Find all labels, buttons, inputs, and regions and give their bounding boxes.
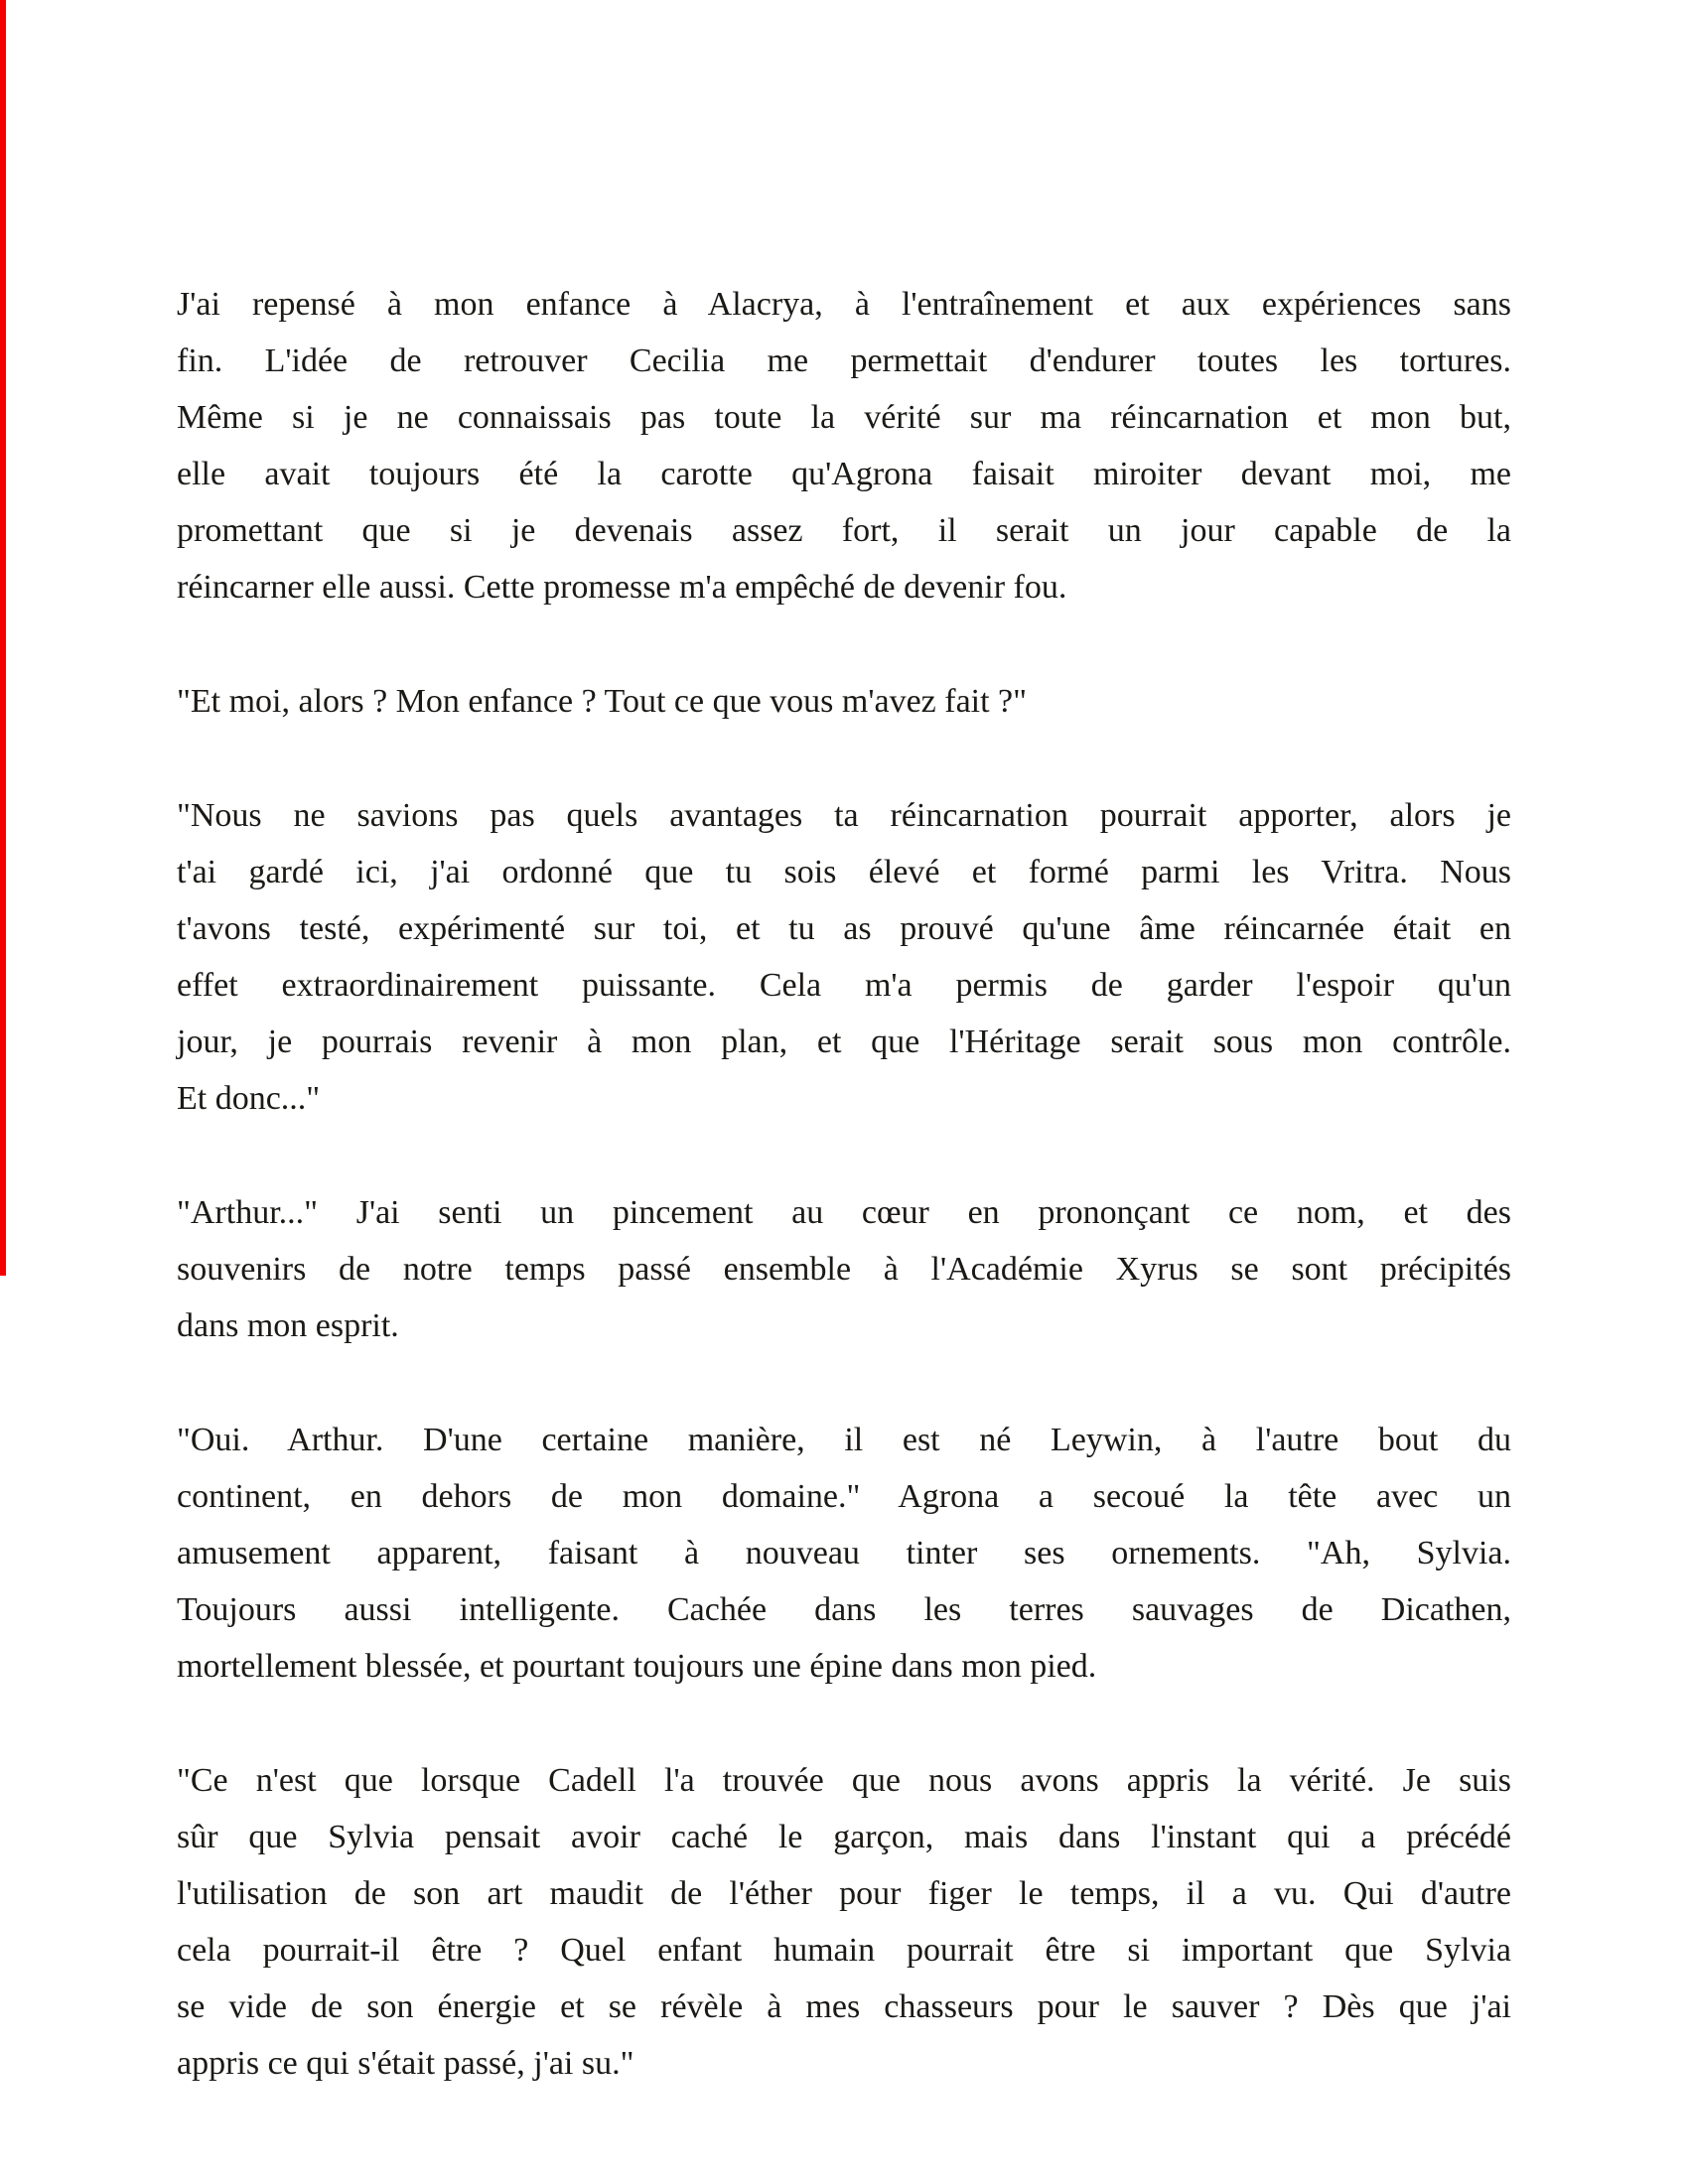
text-line: "Oui. Arthur. D'une certaine manière, il est né Leywin, à l'autre bout du	[177, 1422, 1511, 1458]
text-line: "Nous ne savions pas quels avantages ta réincarnation pourrait apporter, alors je	[177, 797, 1511, 834]
page-text	[177, 276, 1511, 2149]
text-line: continent, en dehors de mon domaine." Agrona a secoué la tête avec un	[177, 1478, 1511, 1515]
text-line: jour, je pourrais revenir à mon plan, et que l'Héritage serait sous mon contrôle.	[177, 1024, 1511, 1060]
text-line: "Et moi, alors ? Mon enfance ? Tout ce que vous m'avez fait ?"	[177, 683, 1028, 720]
text-line: appris ce qui s'était passé, j'ai su."	[177, 2045, 634, 2082]
text-line: "Ce n'est que lorsque Cadell l'a trouvée que nous avons appris la vérité. Je suis	[177, 1762, 1511, 1799]
text-line: J'ai repensé à mon enfance à Alacrya, à l'entraînement et aux expériences sans	[177, 286, 1511, 323]
text-line: t'ai gardé ici, j'ai ordonné que tu sois élevé et formé parmi les Vritra. Nous	[177, 854, 1511, 890]
reading-progress-bar	[0, 0, 6, 1276]
text-line: se vide de son énergie et se révèle à mes chasseurs pour le sauver ? Dès que j'ai	[177, 1988, 1511, 2025]
text-line: dans mon esprit.	[177, 1307, 399, 1344]
text-line: mortellement blessée, et pourtant toujours une épine dans mon pied.	[177, 1648, 1097, 1685]
text-line: elle avait toujours été la carotte qu'Agrona faisait miroiter devant moi, me	[177, 456, 1511, 492]
text-line: Et donc..."	[177, 1080, 321, 1117]
paragraph	[177, 673, 1511, 730]
text-line: cela pourrait-il être ? Quel enfant humain pourrait être si important que Sylvia	[177, 1932, 1511, 1969]
text-line: sûr que Sylvia pensait avoir caché le garçon, mais dans l'instant qui a précédé	[177, 1819, 1511, 1855]
text-line: t'avons testé, expérimenté sur toi, et tu as prouvé qu'une âme réincarnée était en	[177, 910, 1511, 947]
text-line: "Arthur..." J'ai senti un pincement au cœur en prononçant ce nom, et des	[177, 1194, 1511, 1231]
text-line: l'utilisation de son art maudit de l'éther pour figer le temps, il a vu. Qui d'autre	[177, 1875, 1511, 1912]
text-line: fin. L'idée de retrouver Cecilia me permettait d'endurer toutes les tortures.	[177, 342, 1511, 379]
text-line: réincarner elle aussi. Cette promesse m'a empêché de devenir fou.	[177, 569, 1067, 606]
text-line: amusement apparent, faisant à nouveau tinter ses ornements. "Ah, Sylvia.	[177, 1535, 1511, 1571]
paragraph	[177, 1184, 1511, 1354]
text-line: souvenirs de notre temps passé ensemble à l'Académie Xyrus se sont précipités	[177, 1251, 1511, 1288]
text-line: effet extraordinairement puissante. Cela m'a permis de garder l'espoir qu'un	[177, 967, 1511, 1004]
text-line: Même si je ne connaissais pas toute la vérité sur ma réincarnation et mon but,	[177, 399, 1511, 436]
paragraph	[177, 1412, 1511, 1695]
paragraph	[177, 1752, 1511, 2092]
paragraph	[177, 787, 1511, 1127]
text-line: Toujours aussi intelligente. Cachée dans les terres sauvages de Dicathen,	[177, 1591, 1511, 1628]
paragraph	[177, 276, 1511, 615]
text-line: promettant que si je devenais assez fort, il serait un jour capable de la	[177, 512, 1511, 549]
